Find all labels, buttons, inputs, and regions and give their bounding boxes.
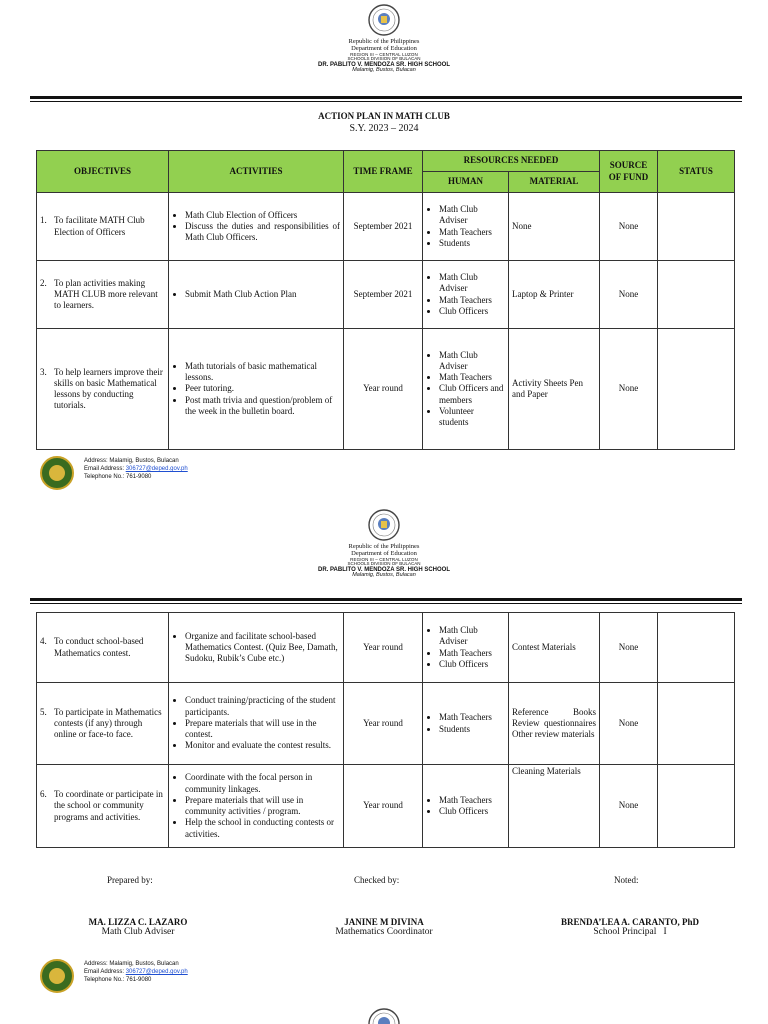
human-cell — [423, 261, 509, 329]
header-row — [37, 151, 735, 172]
list-item: • Math tutorials of basic mathematical lessons. — [185, 361, 340, 384]
fund-cell: None — [600, 261, 658, 329]
list-item: • Submit Math Club Action Plan — [185, 289, 340, 300]
republic-text: Republic of the Philippines — [348, 543, 420, 550]
material-cell: None — [509, 193, 600, 261]
time-cell: September 2021 — [344, 261, 423, 329]
human-cell — [423, 765, 509, 848]
prepared-by-label: Prepared by: — [107, 875, 153, 885]
col-material: MATERIAL — [509, 172, 600, 193]
department-text: Department of Education — [351, 44, 417, 52]
list-item: • Math Club Adviser — [439, 350, 505, 373]
time-cell: Year round — [344, 683, 423, 765]
list-item: • Volunteer students — [439, 406, 505, 429]
school-name: DR. PABLITO V. MENDOZA SR. HIGH SCHOOL — [317, 567, 450, 574]
deped-seal — [368, 1008, 400, 1024]
list-item: • Post math trivia and question/problem of the week in the bulletin board. — [185, 395, 340, 418]
fund-cell: None — [600, 765, 658, 848]
checked-by-label: Checked by: — [354, 875, 400, 885]
activities-cell — [169, 683, 344, 765]
footer-email-link[interactable]: 306727@deped.gov.ph — [125, 969, 188, 976]
list-item: • Math Club Adviser — [439, 204, 505, 227]
time-cell: Year round — [344, 765, 423, 848]
material-cell: Reference Books Review questionnaires Other review materials — [509, 683, 600, 765]
prepared-role: Math Club Adviser — [101, 927, 175, 937]
material-cell: Cleaning Materials — [509, 765, 600, 848]
fund-cell: None — [600, 613, 658, 683]
footer-email-line: Email Address: 306727@deped.gov.ph — [84, 466, 188, 473]
list-item: • Math Teachers — [439, 372, 505, 383]
list-item: • Math Teachers — [439, 648, 505, 659]
fund-cell: None — [600, 329, 658, 450]
list-item: • Math Club Election of Officers — [185, 210, 340, 221]
header-rule — [30, 96, 742, 99]
material-cell: Contest Materials — [509, 613, 600, 683]
school-name: DR. PABLITO V. MENDOZA SR. HIGH SCHOOL — [317, 62, 450, 69]
time-cell: Year round — [344, 613, 423, 683]
status-cell — [658, 613, 735, 683]
school-address: Malamig, Bustos, Bulacan — [352, 67, 416, 74]
list-item: • Math Club Adviser — [439, 272, 505, 295]
time-cell: September 2021 — [344, 193, 423, 261]
col-time-frame: TIME FRAME — [344, 151, 423, 193]
material-cell: Laptop & Printer — [509, 261, 600, 329]
table-row — [37, 193, 735, 261]
list-item: • Students — [439, 724, 505, 735]
signatory-checked — [294, 917, 474, 937]
fund-cell: None — [600, 683, 658, 765]
list-item: • Math Teachers — [439, 295, 505, 306]
human-cell — [423, 683, 509, 765]
noted-label: Noted: — [614, 875, 639, 885]
letterhead — [0, 39, 768, 74]
list-item: • Monitor and evaluate the contest results. — [185, 740, 340, 751]
signatory-prepared — [48, 917, 228, 937]
table-row — [37, 613, 735, 683]
col-resources: RESOURCES NEEDED — [423, 151, 600, 172]
activities-cell — [169, 329, 344, 450]
list-item: • Peer tutoring. — [185, 383, 340, 394]
list-item: • Coordinate with the focal person in community linkages. — [185, 772, 340, 795]
objective-cell: 5. To participate in Mathematics contests (if any) through online or face-to face. — [37, 683, 169, 765]
human-cell — [423, 613, 509, 683]
list-item: • Club Officers — [439, 659, 505, 670]
list-item: • Conduct training/practicing of the student participants. — [185, 695, 340, 718]
table-row — [37, 765, 735, 848]
objective-cell: 2. To plan activities making MATH CLUB more relevant to learners. — [37, 261, 169, 329]
objective-cell: 1. To facilitate MATH Club Election of Officers — [37, 193, 169, 261]
footer-email-line: Email Address: 306727@deped.gov.ph — [84, 969, 188, 976]
status-cell — [658, 683, 735, 765]
school-seal-icon — [40, 456, 74, 490]
col-source: SOURCE OF FUND — [600, 151, 658, 193]
list-item: • Club Officers — [439, 306, 505, 317]
footer-page2 — [40, 958, 340, 994]
status-cell — [658, 329, 735, 450]
list-item: • Math Club Adviser — [439, 625, 505, 648]
objective-cell: 3. To help learners improve their skills on basic Mathematical lessons by conducting tutorials. — [37, 329, 169, 450]
footer-address: Address: Malamig, Bustos, Bulacan — [84, 961, 179, 967]
footer-address: Address: Malamig, Bustos, Bulacan — [84, 458, 179, 464]
list-item: • Math Teachers — [439, 795, 505, 806]
objective-cell: 6. To coordinate or participate in the school or community programs and activities. — [37, 765, 169, 848]
school-address: Malamig, Bustos, Bulacan — [352, 572, 416, 579]
document-title: ACTION PLAN IN MATH CLUB — [318, 111, 450, 121]
list-item: • Students — [439, 238, 505, 249]
action-plan-table-page1 — [36, 150, 735, 450]
activities-cell — [169, 613, 344, 683]
activities-cell — [169, 193, 344, 261]
footer-page1 — [40, 455, 340, 491]
footer-phone: Telephone No.: 761-9080 — [84, 977, 152, 984]
status-cell — [658, 765, 735, 848]
col-human: HUMAN — [423, 172, 509, 193]
human-cell — [423, 329, 509, 450]
signatory-noted — [520, 917, 740, 937]
checked-role: Mathematics Coordinator — [335, 927, 433, 937]
list-item: • Organize and facilitate school-based Mathematics Contest. (Quiz Bee, Damath, Sudoku, Rubik’s Cube etc.) — [185, 631, 340, 665]
prepared-name: MA. LIZZA C. LAZARO — [88, 917, 188, 927]
footer-phone: Telephone No.: 761-9080 — [84, 474, 152, 481]
list-item: • Discuss the duties and responsibilities of Math Club Officers. — [185, 221, 340, 244]
letterhead — [0, 544, 768, 579]
col-activities: ACTIVITIES — [169, 151, 344, 193]
checked-name: JANINE M DIVINA — [344, 917, 424, 927]
header-rule — [30, 598, 742, 601]
action-plan-table-page2 — [36, 612, 735, 848]
objective-cell: 4. To conduct school-based Mathematics contest. — [37, 613, 169, 683]
table-row — [37, 261, 735, 329]
deped-seal — [368, 4, 400, 36]
list-item: • Help the school in conducting contests or activities. — [185, 817, 340, 840]
list-item: • Club Officers and members — [439, 383, 505, 406]
table-row — [37, 329, 735, 450]
noted-role: School Principal I — [593, 927, 667, 937]
activities-cell — [169, 765, 344, 848]
list-item: • Math Teachers — [439, 712, 505, 723]
division-text: SCHOOLS DIVISION OF BULACAN — [347, 56, 421, 62]
school-seal-icon — [40, 959, 74, 993]
table-row — [37, 683, 735, 765]
region-text: REGION III – CENTRAL LUZON — [350, 556, 418, 562]
list-item: • Prepare materials that will use in community activities / program. — [185, 795, 340, 818]
status-cell — [658, 193, 735, 261]
fund-cell: None — [600, 193, 658, 261]
header-rule-thin — [30, 101, 742, 102]
department-text: Department of Education — [351, 549, 417, 557]
list-item: • Math Teachers — [439, 227, 505, 238]
footer-email-link[interactable]: 306727@deped.gov.ph — [125, 466, 188, 473]
division-text: SCHOOLS DIVISION OF BULACAN — [347, 561, 421, 567]
header-rule-thin — [30, 603, 742, 604]
status-cell — [658, 261, 735, 329]
region-text: REGION III – CENTRAL LUZON — [350, 51, 418, 57]
activities-cell — [169, 261, 344, 329]
noted-name: BRENDA’LEA A. CARANTO, PhD — [561, 917, 699, 927]
material-cell: Activity Sheets Pen and Paper — [509, 329, 600, 450]
deped-seal — [368, 509, 400, 541]
school-year: S.Y. 2023 – 2024 — [349, 123, 419, 134]
time-cell: Year round — [344, 329, 423, 450]
col-status: STATUS — [658, 151, 735, 193]
list-item: • Club Officers — [439, 806, 505, 817]
list-item: • Prepare materials that will use in the contest. — [185, 718, 340, 741]
human-cell — [423, 193, 509, 261]
col-objectives: OBJECTIVES — [37, 151, 169, 193]
republic-text: Republic of the Philippines — [348, 38, 420, 45]
